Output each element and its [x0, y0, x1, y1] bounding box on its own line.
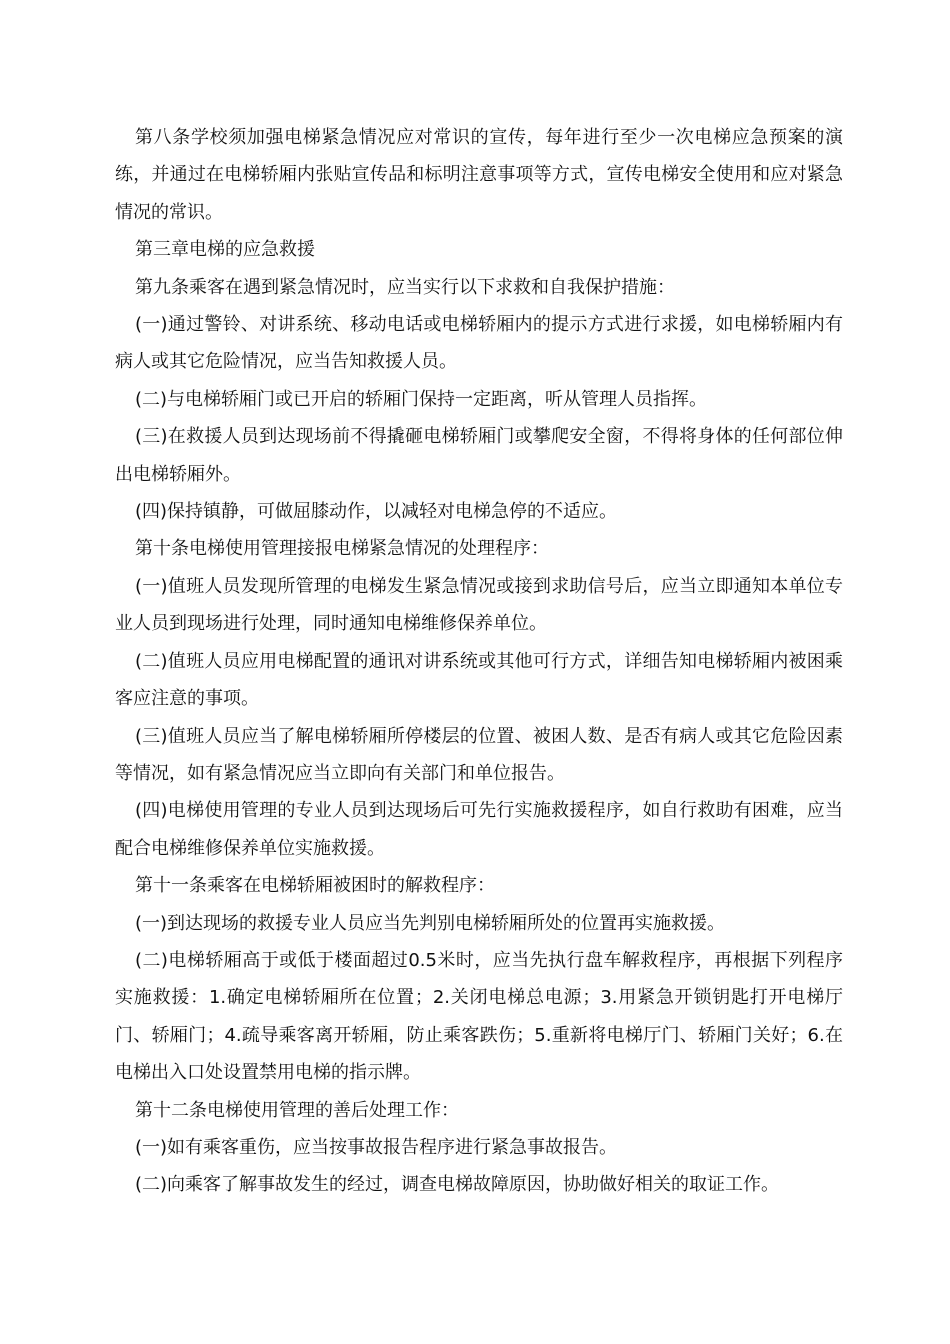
article-10-item-3: (三)值班人员应当了解电梯轿厢所停楼层的位置、被困人数、是否有病人或其它危险因素等情况，如有紧急情况应当立即向有关部门和单位报告。 — [115, 725, 843, 784]
article-8-paragraph: 第八条学校须加强电梯紧急情况应对常识的宣传，每年进行至少一次电梯应急预案的演练，并通过在电梯轿厢内张贴宣传品和标明注意事项等方式，宣传电梯安全使用和应对紧急情况的常识。 — [115, 127, 843, 223]
article-10-item-2: (二)值班人员应用电梯配置的通讯对讲系统或其他可行方式，详细告知电梯轿厢内被困乘客应注意的事项。 — [115, 650, 843, 710]
article-9-paragraph: 第九条乘客在遇到紧急情况时，应当实行以下求救和自我保护措施： — [135, 276, 675, 298]
document-body — [115, 119, 843, 1204]
article-10-item-4: (四)电梯使用管理的专业人员到达现场后可先行实施救援程序，如自行救助有困难，应当配合电梯维修保养单位实施救援。 — [115, 800, 843, 859]
article-12-paragraph: 第十二条电梯使用管理的善后处理工作： — [135, 1099, 459, 1121]
article-10-paragraph: 第十条电梯使用管理接报电梯紧急情况的处理程序： — [135, 538, 549, 560]
article-11-item-2: (二)电梯轿厢高于或低于楼面超过0.5米时，应当先执行盘车解救程序，再根据下列程序实施救援：1.确定电梯轿厢所在位置；2.关闭电梯总电源；3.用紧急开锁钥匙打开电梯厅门、轿厢门；4.疏导乘客离开轿厢，防止乘客跌伤；5.重新将电梯厅门、轿厢门关好；6.在电梯出入口处设置禁用电梯的指示牌。 — [115, 949, 843, 1084]
article-9-item-2: (二)与电梯轿厢门或已开启的轿厢门保持一定距离，听从管理人员指挥。 — [135, 388, 708, 410]
article-11-item-1: (一)到达现场的救援专业人员应当先判别电梯轿厢所处的位置再实施救援。 — [135, 912, 726, 934]
article-10-item-1: (一)值班人员发现所管理的电梯发生紧急情况或接到求助信号后，应当立即通知本单位专业人员到现场进行处理，同时通知电梯维修保养单位。 — [115, 575, 843, 635]
article-9-item-1: (一)通过警铃、对讲系统、移动电话或电梯轿厢内的提示方式进行求援，如电梯轿厢内有病人或其它危险情况，应当告知救援人员。 — [115, 314, 843, 373]
chapter-3-heading: 第三章电梯的应急救援 — [135, 239, 315, 261]
article-9-item-3: (三)在救援人员到达现场前不得撬砸电梯轿厢门或攀爬安全窗，不得将身体的任何部位伸出电梯轿厢外。 — [115, 426, 843, 485]
article-12-item-2: (二)向乘客了解事故发生的经过，调查电梯故障原因，协助做好相关的取证工作。 — [135, 1174, 780, 1196]
article-9-item-4: (四)保持镇静，可做屈膝动作，以减轻对电梯急停的不适应。 — [135, 501, 618, 523]
article-11-paragraph: 第十一条乘客在电梯轿厢被困时的解救程序： — [135, 875, 495, 897]
article-12-item-1: (一)如有乘客重伤，应当按事故报告程序进行紧急事故报告。 — [135, 1136, 618, 1158]
